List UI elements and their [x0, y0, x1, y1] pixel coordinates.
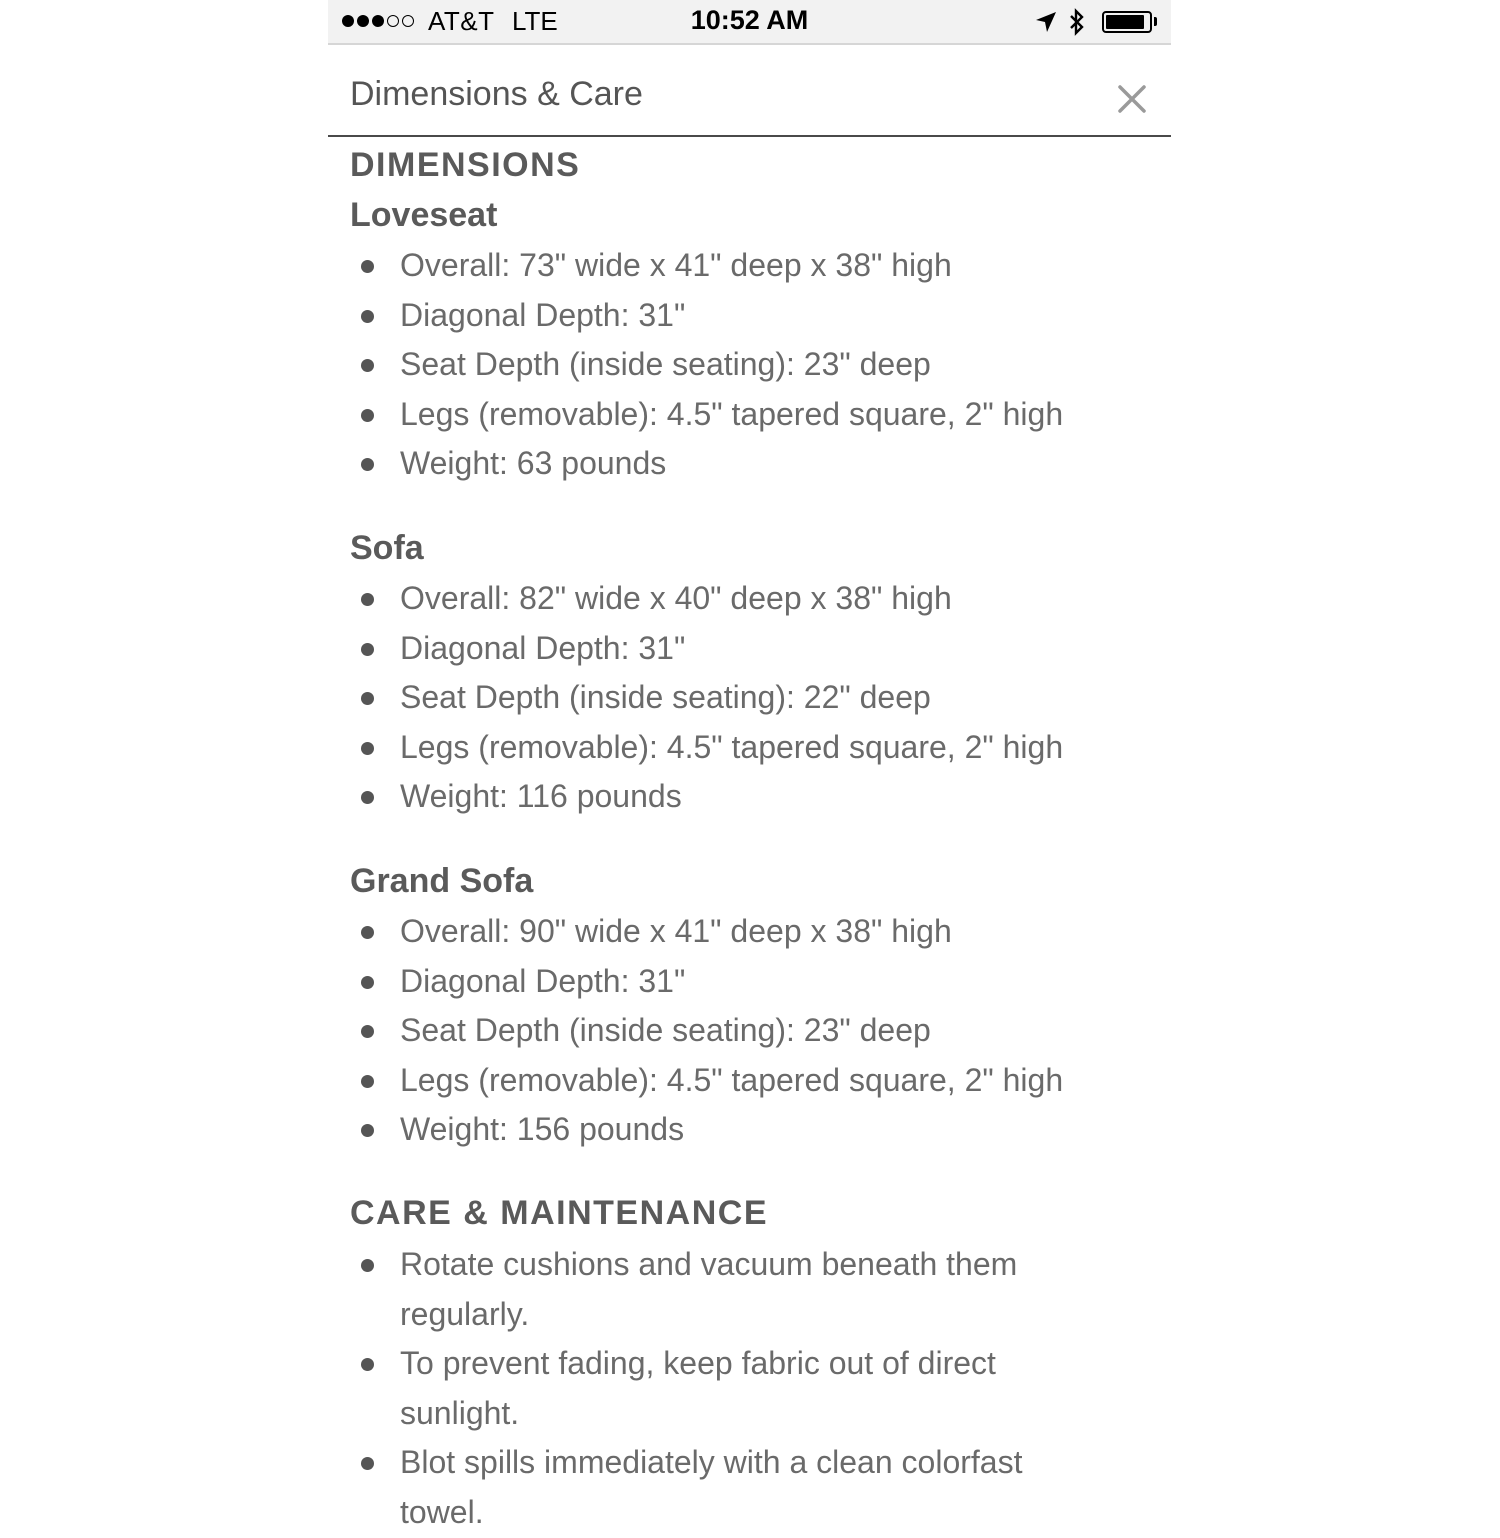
- bullet: [361, 1358, 374, 1371]
- list-item: [328, 907, 1171, 957]
- list-item-text: Seat Depth (inside seating): 23" deep: [400, 346, 931, 383]
- carrier-name: AT&T: [428, 6, 495, 36]
- battery-level-fill: [1106, 15, 1144, 29]
- list-item: [328, 291, 1171, 341]
- list-item: [328, 1240, 1171, 1339]
- bullet: [361, 926, 374, 939]
- list-item-text: Legs (removable): 4.5" tapered square, 2" high: [400, 1061, 1064, 1098]
- battery-nub: [1154, 17, 1157, 26]
- group-title-loveseat: Loveseat: [350, 196, 498, 234]
- location-arrow-icon: [1034, 10, 1058, 34]
- loveseat-dimensions-list: [328, 241, 1171, 489]
- list-item-text: Diagonal Depth: 31": [400, 962, 686, 999]
- list-item: [328, 1105, 1171, 1155]
- care-heading: CARE & MAINTENANCE: [350, 1194, 768, 1232]
- list-item: [328, 390, 1171, 440]
- group-title-grand-sofa: Grand Sofa: [350, 862, 534, 900]
- list-item: [328, 340, 1171, 390]
- bullet: [361, 791, 374, 804]
- list-item-text: Weight: 116 pounds: [400, 778, 682, 815]
- list-item-text: Diagonal Depth: 31": [400, 629, 686, 666]
- bullet: [361, 1259, 374, 1272]
- bullet: [361, 1025, 374, 1038]
- modal-header: [328, 47, 1171, 137]
- care-list: [328, 1240, 1171, 1538]
- bullet: [361, 742, 374, 755]
- dimensions-heading: DIMENSIONS: [350, 146, 581, 184]
- list-item: [328, 574, 1171, 624]
- phone-screen: [328, 0, 1171, 1530]
- list-item-text: Legs (removable): 4.5" tapered square, 2" high: [400, 395, 1064, 432]
- status-time: 10:52 AM: [690, 5, 809, 35]
- page-title: Dimensions & Care: [350, 75, 643, 113]
- list-item: [328, 772, 1171, 822]
- list-item-text: Legs (removable): 4.5" tapered square, 2" high: [400, 728, 1064, 765]
- list-item-text: Blot spills immediately with a clean colorfast towel.: [400, 1444, 1023, 1530]
- list-item: [328, 1438, 1171, 1537]
- list-item: [328, 673, 1171, 723]
- list-item-text: Rotate cushions and vacuum beneath them regularly.: [400, 1246, 1018, 1332]
- close-icon[interactable]: [1116, 83, 1148, 115]
- bullet: [361, 310, 374, 323]
- list-item: [328, 723, 1171, 773]
- list-item: [328, 241, 1171, 291]
- battery-icon: [1102, 11, 1152, 33]
- list-item-text: Diagonal Depth: 31": [400, 296, 686, 333]
- bullet: [361, 1457, 374, 1470]
- bullet: [361, 458, 374, 471]
- sofa-dimensions-list: [328, 574, 1171, 822]
- bullet: [361, 593, 374, 606]
- list-item: [328, 624, 1171, 674]
- list-item-text: Overall: 73" wide x 41" deep x 38" high: [400, 247, 952, 283]
- list-item-text: Weight: 156 pounds: [400, 1111, 685, 1148]
- bullet: [361, 1124, 374, 1137]
- bullet: [361, 1075, 374, 1088]
- bullet: [361, 260, 374, 273]
- list-item-text: Seat Depth (inside seating): 22" deep: [400, 679, 931, 716]
- group-title-sofa: Sofa: [350, 529, 424, 567]
- grand-sofa-dimensions-list: [328, 907, 1171, 1155]
- bullet: [361, 359, 374, 372]
- bullet: [361, 976, 374, 989]
- list-item-text: Overall: 90" wide x 41" deep x 38" high: [400, 913, 952, 949]
- list-item-text: Seat Depth (inside seating): 23" deep: [400, 1012, 931, 1049]
- list-item: [328, 439, 1171, 489]
- bluetooth-icon: [1068, 8, 1086, 36]
- list-item: [328, 1339, 1171, 1438]
- network-type: LTE: [512, 6, 558, 36]
- list-item-text: Weight: 63 pounds: [400, 445, 667, 482]
- list-item: [328, 1006, 1171, 1056]
- list-item: [328, 1056, 1171, 1106]
- bullet: [361, 692, 374, 705]
- bullet: [361, 643, 374, 656]
- list-item: [328, 957, 1171, 1007]
- bullet: [361, 409, 374, 422]
- list-item-text: Overall: 82" wide x 40" deep x 38" high: [400, 580, 952, 616]
- status-bar: [328, 0, 1171, 45]
- list-item-text: To prevent fading, keep fabric out of direct sunlight.: [400, 1345, 996, 1431]
